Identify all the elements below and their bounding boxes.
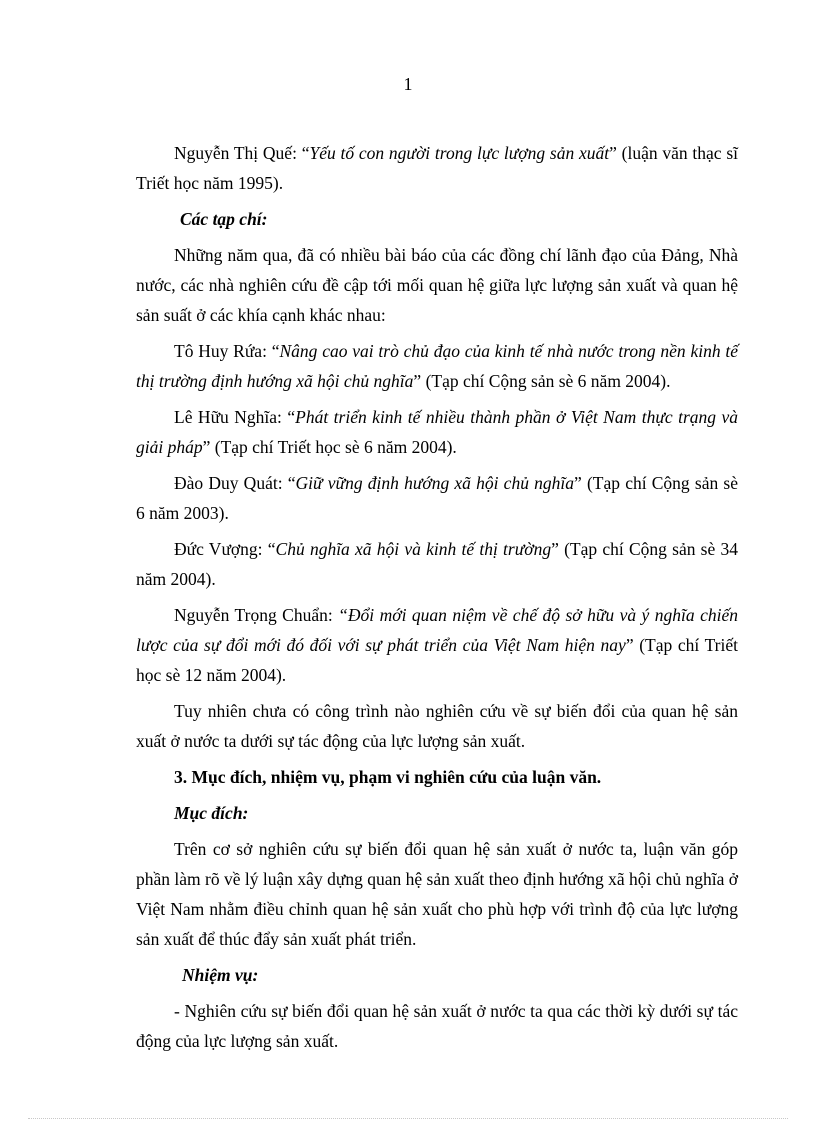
author: Đức Vượng: “ (174, 539, 276, 559)
paragraph-chuan (136, 600, 738, 690)
citation-source: ” (Tạp chí Triết học sè 12 năm 2004). (136, 635, 738, 685)
author: Tô Huy Rứa: “ (174, 341, 280, 361)
paragraph-however: Tuy nhiên chưa có công trình nào nghiên cứu về sự biến đổi của quan hệ sản xuất ở nước ta dưới sự tác động của lực lượng sản xuất. (136, 701, 738, 751)
cited-title: Chủ nghĩa xã hội và kinh tế thị trường (275, 539, 552, 559)
heading-tasks: Nhiệm vụ: (182, 965, 259, 985)
author: Lê Hữu Nghĩa: “ (174, 407, 296, 427)
paragraph-rua (136, 336, 738, 396)
author: Nguyễn Trọng Chuẩn: (174, 605, 339, 625)
paragraph-vuong (136, 534, 738, 594)
paragraph-purpose: Trên cơ sở nghiên cứu sự biến đổi quan hệ sản xuất ở nước ta, luận văn góp phần làm rõ về lý luận xây dựng quan hệ sản xuất theo định hướng xã hội chủ nghĩa ở Việt Nam nhằm điều chỉnh quan hệ sản xuất cho phù hợp với trình độ của lực lượng sản xuất để thúc đẩy sản xuất phát triển. (136, 839, 738, 949)
heading-section-3: 3. Mục đích, nhiệm vụ, phạm vi nghiên cứu của luận văn. (174, 767, 602, 787)
author: Đào Duy Quát: “ (174, 473, 296, 493)
citation-source: ” (Tạp chí Cộng sản sè 34 năm 2004). (136, 539, 738, 589)
cited-title: Giữ vững định hướng xã hội chủ nghĩa (295, 473, 574, 493)
page-bottom-divider (28, 1118, 788, 1119)
citation-source: ” (Tạp chí Cộng sản sè 6 năm 2003). (136, 473, 738, 523)
cited-title: “Đổi mới quan niệm về chế độ sở hữu và ý nghĩa chiến lược của sự đổi mới đó đối với sự phát triển của Việt Nam hiện nay (136, 605, 738, 655)
paragraph-intro-journals: Những năm qua, đã có nhiều bài báo của các đồng chí lãnh đạo của Đảng, Nhà nước, các nhà nghiên cứu đề cập tới mối quan hệ giữa lực lượng sản xuất và quan hệ sản suất ở các khía cạnh khác nhau: (136, 245, 738, 325)
cited-title: Nâng cao vai trò chủ đạo của kinh tế nhà nước trong nền kinh tế thị trường định hướng xã hội chủ nghĩa (136, 341, 738, 391)
paragraph-quat (136, 468, 738, 528)
citation-source: ” (luận văn thạc sĩ Triết học năm 1995). (136, 143, 738, 193)
heading-journals: Các tạp chí: (180, 209, 268, 229)
author: Nguyễn Thị Quế: “ (174, 143, 310, 163)
paragraph-task-1: - Nghiên cứu sự biến đổi quan hệ sản xuất ở nước ta qua các thời kỳ dưới sự tác động của lực lượng sản xuất. (136, 1001, 738, 1051)
page-number: 1 (403, 74, 413, 94)
citation-source: ” (Tạp chí Cộng sản sè 6 năm 2004). (413, 371, 671, 391)
cited-title: Yếu tố con người trong lực lượng sản xuất (309, 143, 610, 163)
paragraph-que (136, 138, 738, 198)
paragraph-nghia (136, 402, 738, 462)
citation-source: ” (Tạp chí Triết học sè 6 năm 2004). (202, 437, 457, 457)
document-body (136, 138, 738, 1056)
cited-title: Phát triển kinh tế nhiều thành phần ở Việt Nam thực trạng và giải pháp (136, 407, 739, 457)
heading-purpose: Mục đích: (174, 803, 249, 823)
